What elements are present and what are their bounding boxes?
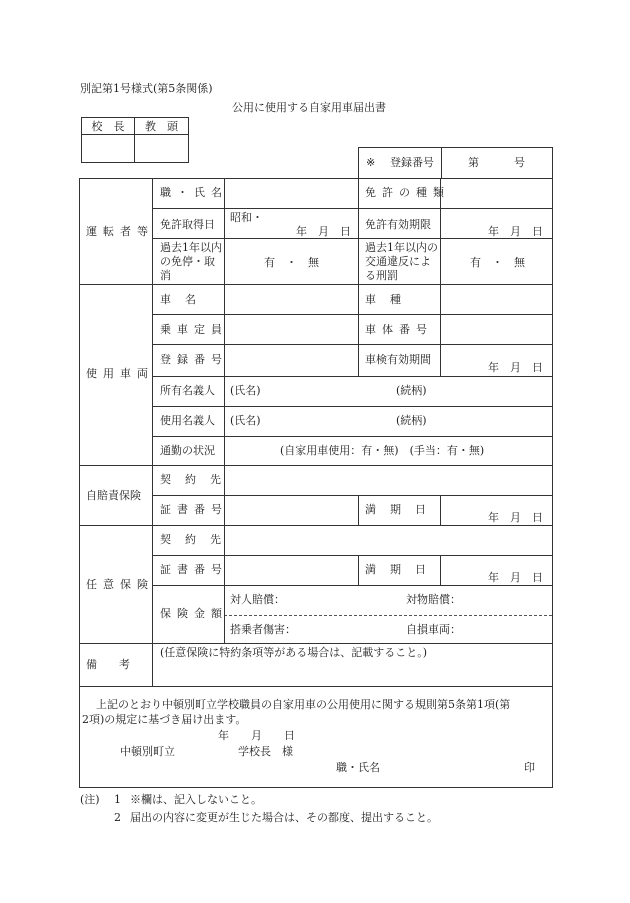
declaration-principal: 学校長 様: [238, 745, 293, 758]
note-1-number: 1: [114, 793, 121, 806]
jibaiseki-cert-field[interactable]: [226, 497, 356, 523]
body-number-label: 車体番号: [365, 323, 433, 336]
principal-stamp-cell[interactable]: [82, 135, 135, 163]
commute-label: 通勤の状況: [160, 444, 215, 457]
jison-label: 自損車両：: [406, 623, 461, 636]
nini-contractor-label: 契約先: [160, 533, 235, 546]
vehicle-reg-field[interactable]: [226, 346, 356, 374]
registration-number-field[interactable]: [483, 150, 511, 174]
approval-box: [81, 117, 189, 163]
nini-section-label: 任意保険: [86, 578, 154, 591]
capacity-field[interactable]: [226, 316, 356, 342]
jibaiseki-expiry-ymd: 年 月 日: [488, 511, 543, 524]
license-expiry-label: 免許有効期限: [365, 218, 431, 231]
license-date-label: 免許取得日: [160, 218, 215, 231]
driver-name-label: 職・氏名: [160, 186, 228, 199]
notes-prefix: (注): [80, 793, 100, 806]
taijin-label: 対人賠償：: [230, 593, 285, 606]
license-date-ymd: 年 月 日: [296, 225, 351, 238]
declaration-date: 年 月 日: [218, 729, 295, 742]
remarks-text: (任意保険に特約条項等がある場合は、記載すること。): [160, 646, 428, 659]
license-type-field[interactable]: [442, 180, 550, 206]
commute-value[interactable]: (自家用車使用：有・無) (手当：有・無): [280, 444, 485, 457]
suspension-label: 過去1年以内の免停・取消: [160, 241, 222, 282]
declaration-line-1: 上記のとおり中頓別町立学校職員の自家用車の公用使用に関する規則第5条第1項(第: [96, 698, 511, 711]
form-title: 公用に使用する自家用車届出書: [232, 101, 386, 114]
jibaiseki-cert-label: 証書番号: [160, 503, 228, 516]
note-2-number: 2: [114, 811, 121, 824]
violation-label: 過去1年以内の交通違反による刑罰: [365, 241, 438, 282]
driver-section-label: 運転者等: [86, 225, 154, 238]
suspension-yes-no[interactable]: 有 ・ 無: [264, 256, 319, 269]
nini-cert-label: 証書番号: [160, 563, 228, 576]
remarks-label: 備 考: [86, 658, 130, 671]
car-name-label: 車名: [160, 293, 210, 306]
violation-yes-no[interactable]: 有 ・ 無: [470, 256, 525, 269]
nini-expiry-ymd: 年 月 日: [488, 571, 543, 584]
inspection-label: 車検有効期間: [365, 353, 431, 366]
insurance-amount-label: 保険金額: [160, 607, 228, 620]
user-name-paren: (氏名): [230, 414, 261, 427]
declaration-name-label: 職・氏名: [336, 761, 380, 774]
jibaiseki-contractor-label: 契約先: [160, 473, 235, 486]
nini-expiry-label: 満期日: [365, 563, 440, 576]
car-name-field[interactable]: [226, 286, 356, 312]
declaration-line-2: 2項)の規定に基づき届け出ます。: [82, 713, 247, 726]
owner-name-paren: (氏名): [230, 384, 261, 397]
user-label: 使用名義人: [160, 414, 215, 427]
inspection-ymd: 年 月 日: [488, 361, 543, 374]
car-type-field[interactable]: [442, 286, 550, 312]
user-relation-paren: (続柄): [396, 414, 427, 427]
tojosha-label: 搭乗者傷害：: [230, 623, 296, 636]
license-date-era: 昭和・: [230, 211, 263, 224]
principal-label: 校 長: [82, 118, 135, 135]
remarks-field[interactable]: [154, 662, 550, 684]
capacity-label: 乗車定員: [160, 323, 228, 336]
vice-principal-stamp-cell[interactable]: [135, 135, 189, 163]
license-expiry-ymd: 年 月 日: [488, 225, 543, 238]
taibutsu-label: 対物賠償：: [406, 593, 461, 606]
jibaiseki-section-label: 自賠責保険: [86, 489, 141, 502]
license-type-label: 免許の種類: [365, 186, 450, 199]
vehicle-reg-label: 登録番号: [160, 353, 228, 366]
jibaiseki-contractor-field[interactable]: [226, 467, 550, 493]
vice-principal-label: 教 頭: [135, 118, 189, 135]
seal-mark: 印: [524, 761, 535, 774]
note-2-text: 届出の内容に変更が生じた場合は、その都度、提出すること。: [130, 811, 438, 824]
registration-mark: ※: [366, 156, 376, 169]
note-1-text: ※欄は、記入しないこと。: [130, 793, 262, 806]
owner-relation-paren: (続柄): [396, 384, 427, 397]
nini-cert-field[interactable]: [226, 557, 356, 583]
jibaiseki-expiry-label: 満期日: [365, 503, 440, 516]
registration-go: 号: [514, 156, 525, 169]
registration-label: 登録番号: [390, 156, 434, 169]
owner-label: 所有名義人: [160, 384, 215, 397]
declaration-school: 中頓別町立: [120, 745, 175, 758]
nini-contractor-field[interactable]: [226, 527, 550, 553]
body-number-field[interactable]: [442, 316, 550, 342]
registration-dai: 第: [468, 156, 479, 169]
car-type-label: 車種: [365, 293, 415, 306]
declaration-name-field[interactable]: [395, 758, 515, 778]
form-number: 別記第1号様式(第5条関係): [80, 82, 213, 95]
driver-name-field[interactable]: [226, 180, 356, 206]
vehicle-section-label: 使用車両: [86, 367, 154, 380]
